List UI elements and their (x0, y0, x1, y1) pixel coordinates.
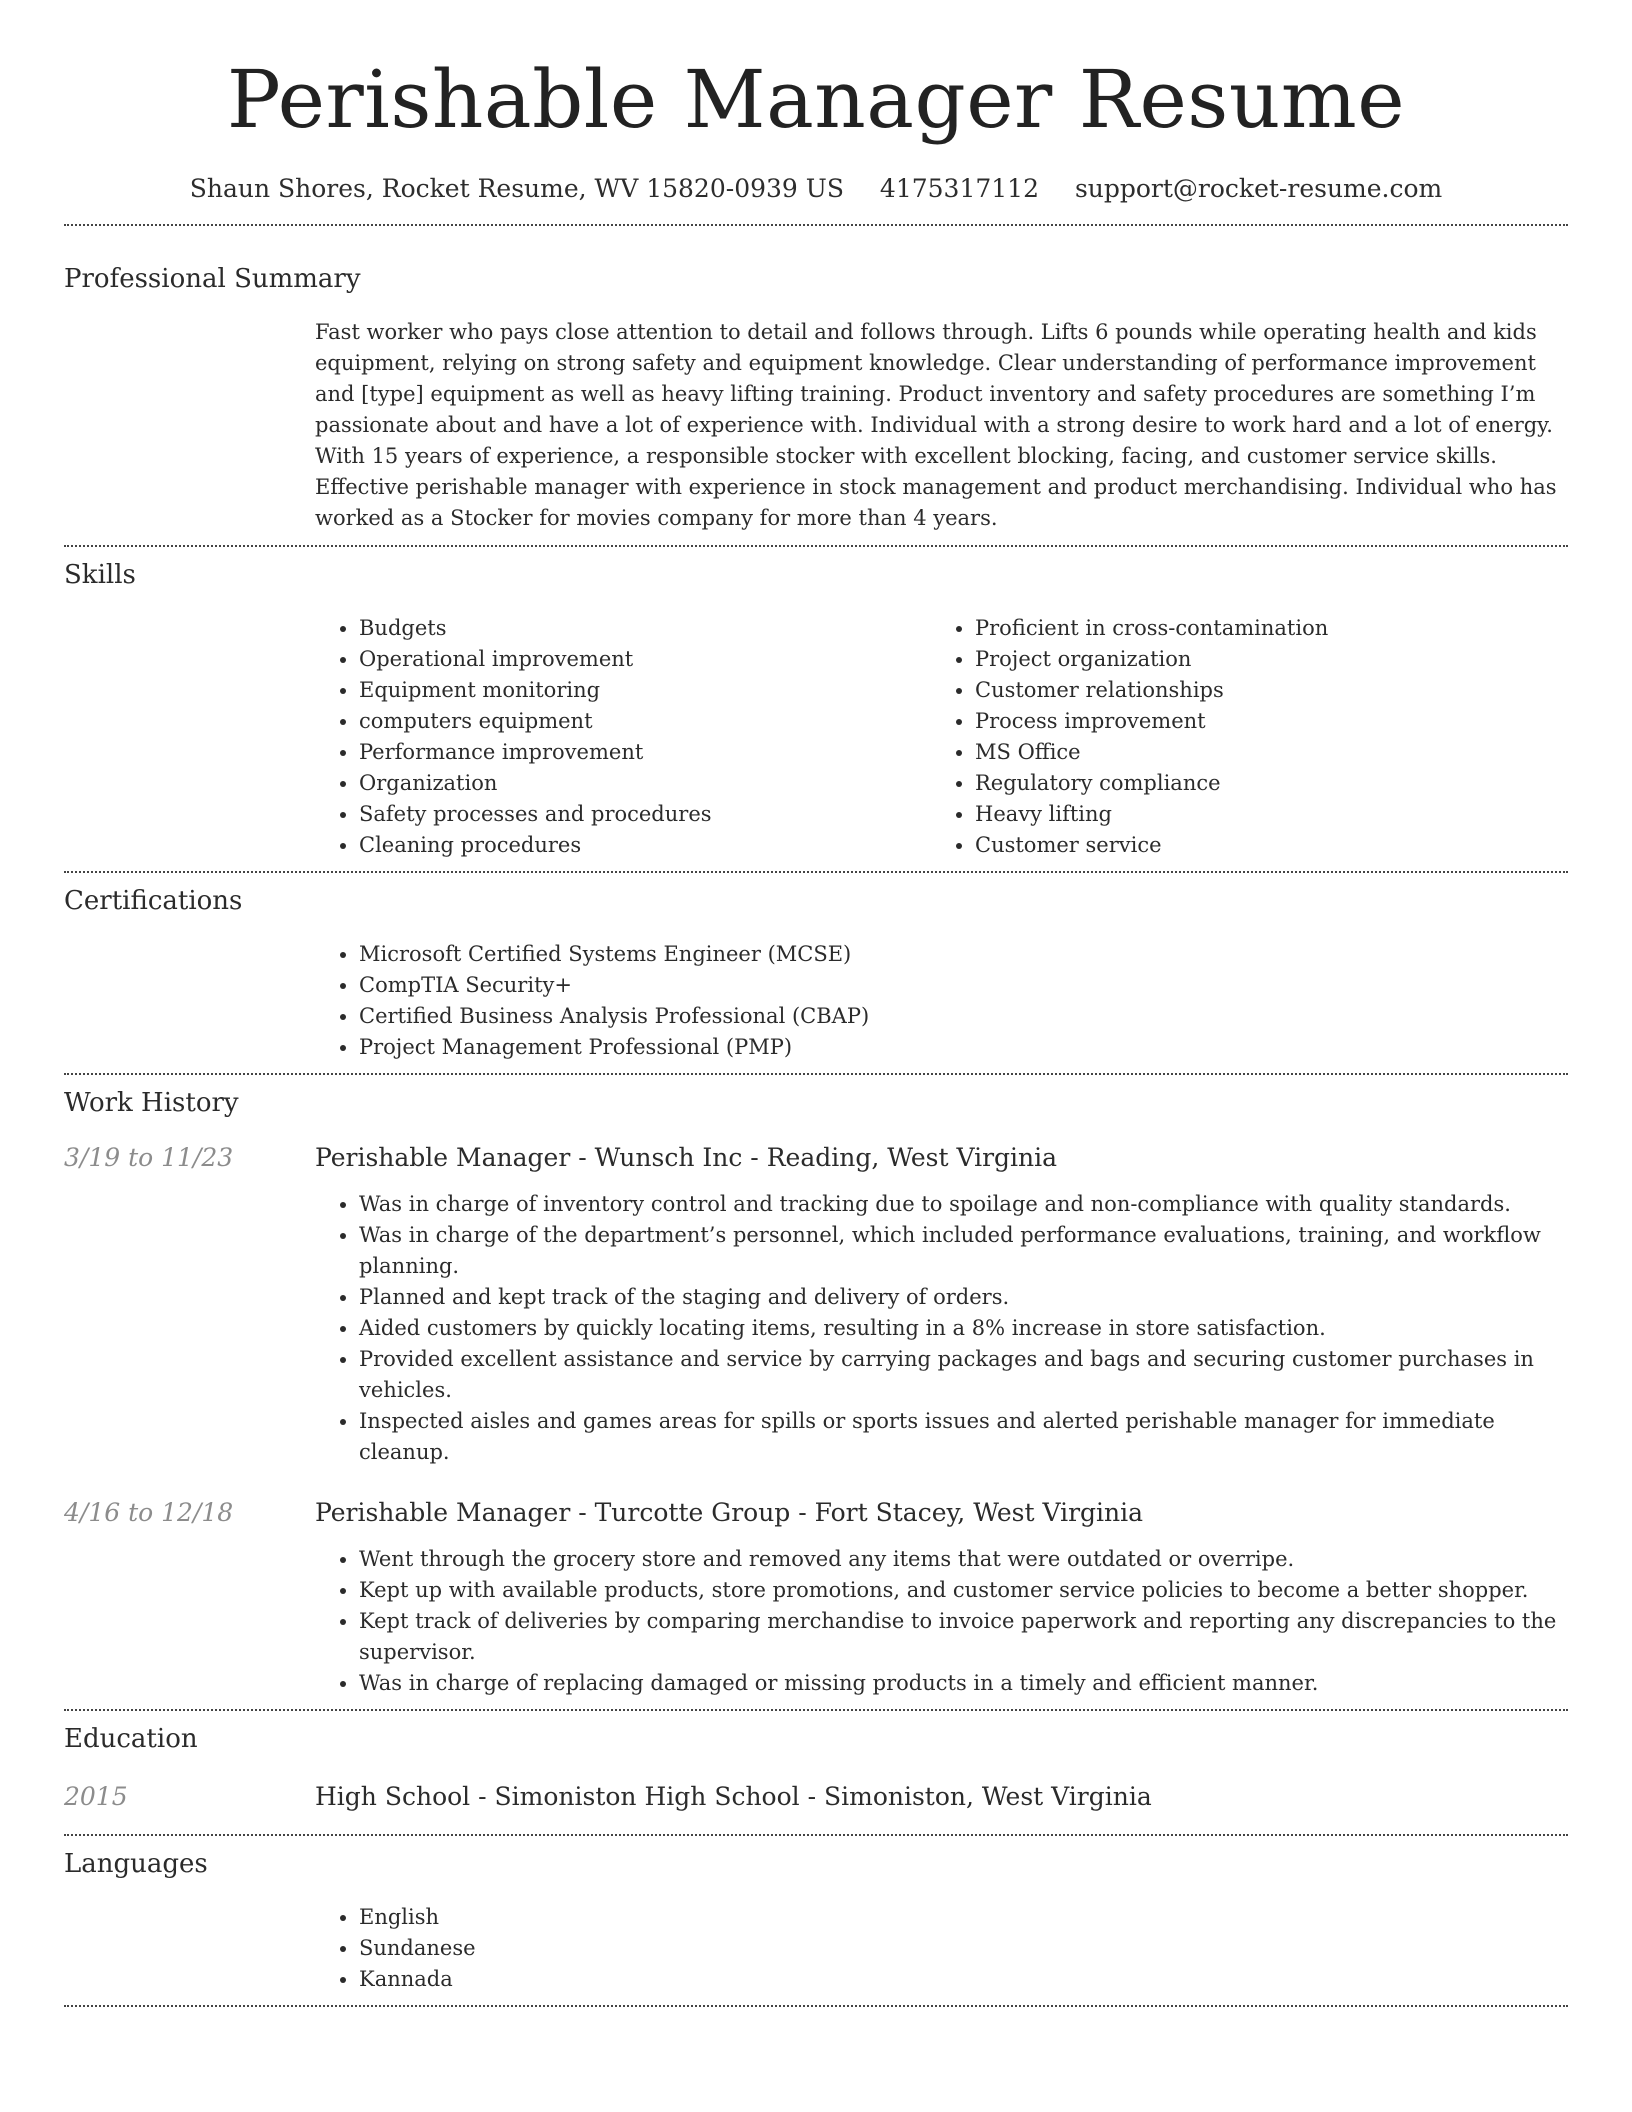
job-duty: • Kept track of deliveries by comparing merchandise to invoice paperwork and reporting any discrepancies to the supervisor. (359, 1606, 1568, 1668)
certification-item: • Project Management Professional (PMP) (359, 1032, 1568, 1063)
job-duty: • Was in charge of the department’s personnel, which included performance evaluations, training, and workflow planning. (359, 1220, 1568, 1282)
job-title: Perishable Manager - Wunsch Inc - Reading, West Virginia (315, 1143, 1058, 1172)
certifications-list (315, 939, 1568, 1073)
skill-item: • Performance improvement (359, 737, 931, 768)
education-school: High School - Simoniston High School - Simoniston, West Virginia (315, 1782, 1152, 1811)
divider (64, 1834, 1568, 1836)
skill-item: • Project organization (975, 644, 1547, 675)
education-heading: Education (64, 1724, 198, 1754)
divider (64, 1073, 1568, 1075)
certification-item: • Microsoft Certified Systems Engineer (MCSE) (359, 939, 1568, 970)
job-duties (315, 1544, 1568, 1709)
job-title: Perishable Manager - Turcotte Group - Fort Stacey, West Virginia (315, 1498, 1144, 1527)
skill-item: • Customer relationships (975, 675, 1547, 706)
certification-item: • Certified Business Analysis Professional (CBAP) (359, 1001, 1568, 1032)
divider (64, 545, 1568, 547)
skills-column-right (931, 613, 1547, 861)
skills-list (315, 613, 1568, 871)
job-header (64, 1141, 1568, 1175)
skill-item: • Safety processes and procedures (359, 799, 931, 830)
resume-title: Perishable Manager Resume (226, 53, 1406, 146)
skill-item: • Heavy lifting (975, 799, 1547, 830)
education-entry (64, 1780, 1568, 1834)
skills-heading: Skills (64, 560, 136, 590)
language-item: • Kannada (359, 1964, 1568, 1995)
divider (64, 1709, 1568, 1711)
job-header (64, 1496, 1568, 1530)
job-duty: • Planned and kept track of the staging and delivery of orders. (359, 1282, 1568, 1313)
job-duty: • Inspected aisles and games areas for spills or sports issues and alerted perishable manager for immediate cleanup. (359, 1406, 1568, 1468)
job-duty: • Went through the grocery store and removed any items that were outdated or overripe. (359, 1544, 1568, 1575)
skill-item: • Process improvement (975, 706, 1547, 737)
languages-list (315, 1902, 1568, 2005)
divider (64, 224, 1568, 226)
language-item: • English (359, 1902, 1568, 1933)
summary-text: Fast worker who pays close attention to detail and follows through. Lifts 6 pounds while operating health and kids equipment, relying on strong safety and equipment knowledge. Clear understanding of performance improvement and [type] equipment as well as heavy lifting training. Product inventory and safety procedures are something I’m passionate about and have a lot of experience with. Individual with a strong desire to work hard and a lot of energy. With 15 years of experience, a responsible stocker with excellent blocking, facing, and customer service skills. Effective perishable manager with experience in stock management and product merchandising. Individual who has worked as a Stocker for movies company for more than 4 years. (315, 320, 1557, 530)
work-history-heading: Work History (64, 1088, 239, 1118)
skill-item: • Proficient in cross-contamination (975, 613, 1547, 644)
contact-phone: 4175317112 (879, 174, 1039, 203)
languages-heading: Languages (64, 1849, 208, 1879)
certifications-heading: Certifications (64, 886, 243, 916)
job-duty: • Provided excellent assistance and service by carrying packages and bags and securing customer purchases in vehicles. (359, 1344, 1568, 1406)
skill-item: • Regulatory compliance (975, 768, 1547, 799)
skill-item: • Equipment monitoring (359, 675, 931, 706)
job-duties (315, 1189, 1568, 1468)
skill-item: • Organization (359, 768, 931, 799)
job-dates: 4/16 to 12/18 (64, 1498, 234, 1527)
divider (64, 2005, 1568, 2007)
job-duty: • Was in charge of replacing damaged or missing products in a timely and efficient manner. (359, 1668, 1568, 1699)
resume-page (64, 0, 1568, 2007)
job-duty: • Kept up with available products, store promotions, and customer service policies to become a better shopper. (359, 1575, 1568, 1606)
skill-item: • Budgets (359, 613, 931, 644)
education-year: 2015 (64, 1782, 128, 1811)
summary-heading: Professional Summary (64, 264, 361, 294)
skill-item: • Customer service (975, 830, 1547, 861)
skills-column-left (315, 613, 931, 861)
job-duty: • Aided customers by quickly locating items, resulting in a 8% increase in store satisfaction. (359, 1313, 1568, 1344)
skill-item: • computers equipment (359, 706, 931, 737)
contact-email: support@rocket-resume.com (1074, 174, 1443, 203)
skill-item: • Cleaning procedures (359, 830, 931, 861)
job-duty: • Was in charge of inventory control and tracking due to spoilage and non-compliance with quality standards. (359, 1189, 1568, 1220)
contact-address: Shaun Shores, Rocket Resume, WV 15820-0939 US (189, 174, 844, 203)
certification-item: • CompTIA Security+ (359, 970, 1568, 1001)
divider (64, 871, 1568, 873)
contact-line (64, 172, 1568, 206)
job-dates: 3/19 to 11/23 (64, 1143, 234, 1172)
language-item: • Sundanese (359, 1933, 1568, 1964)
skill-item: • MS Office (975, 737, 1547, 768)
skill-item: • Operational improvement (359, 644, 931, 675)
